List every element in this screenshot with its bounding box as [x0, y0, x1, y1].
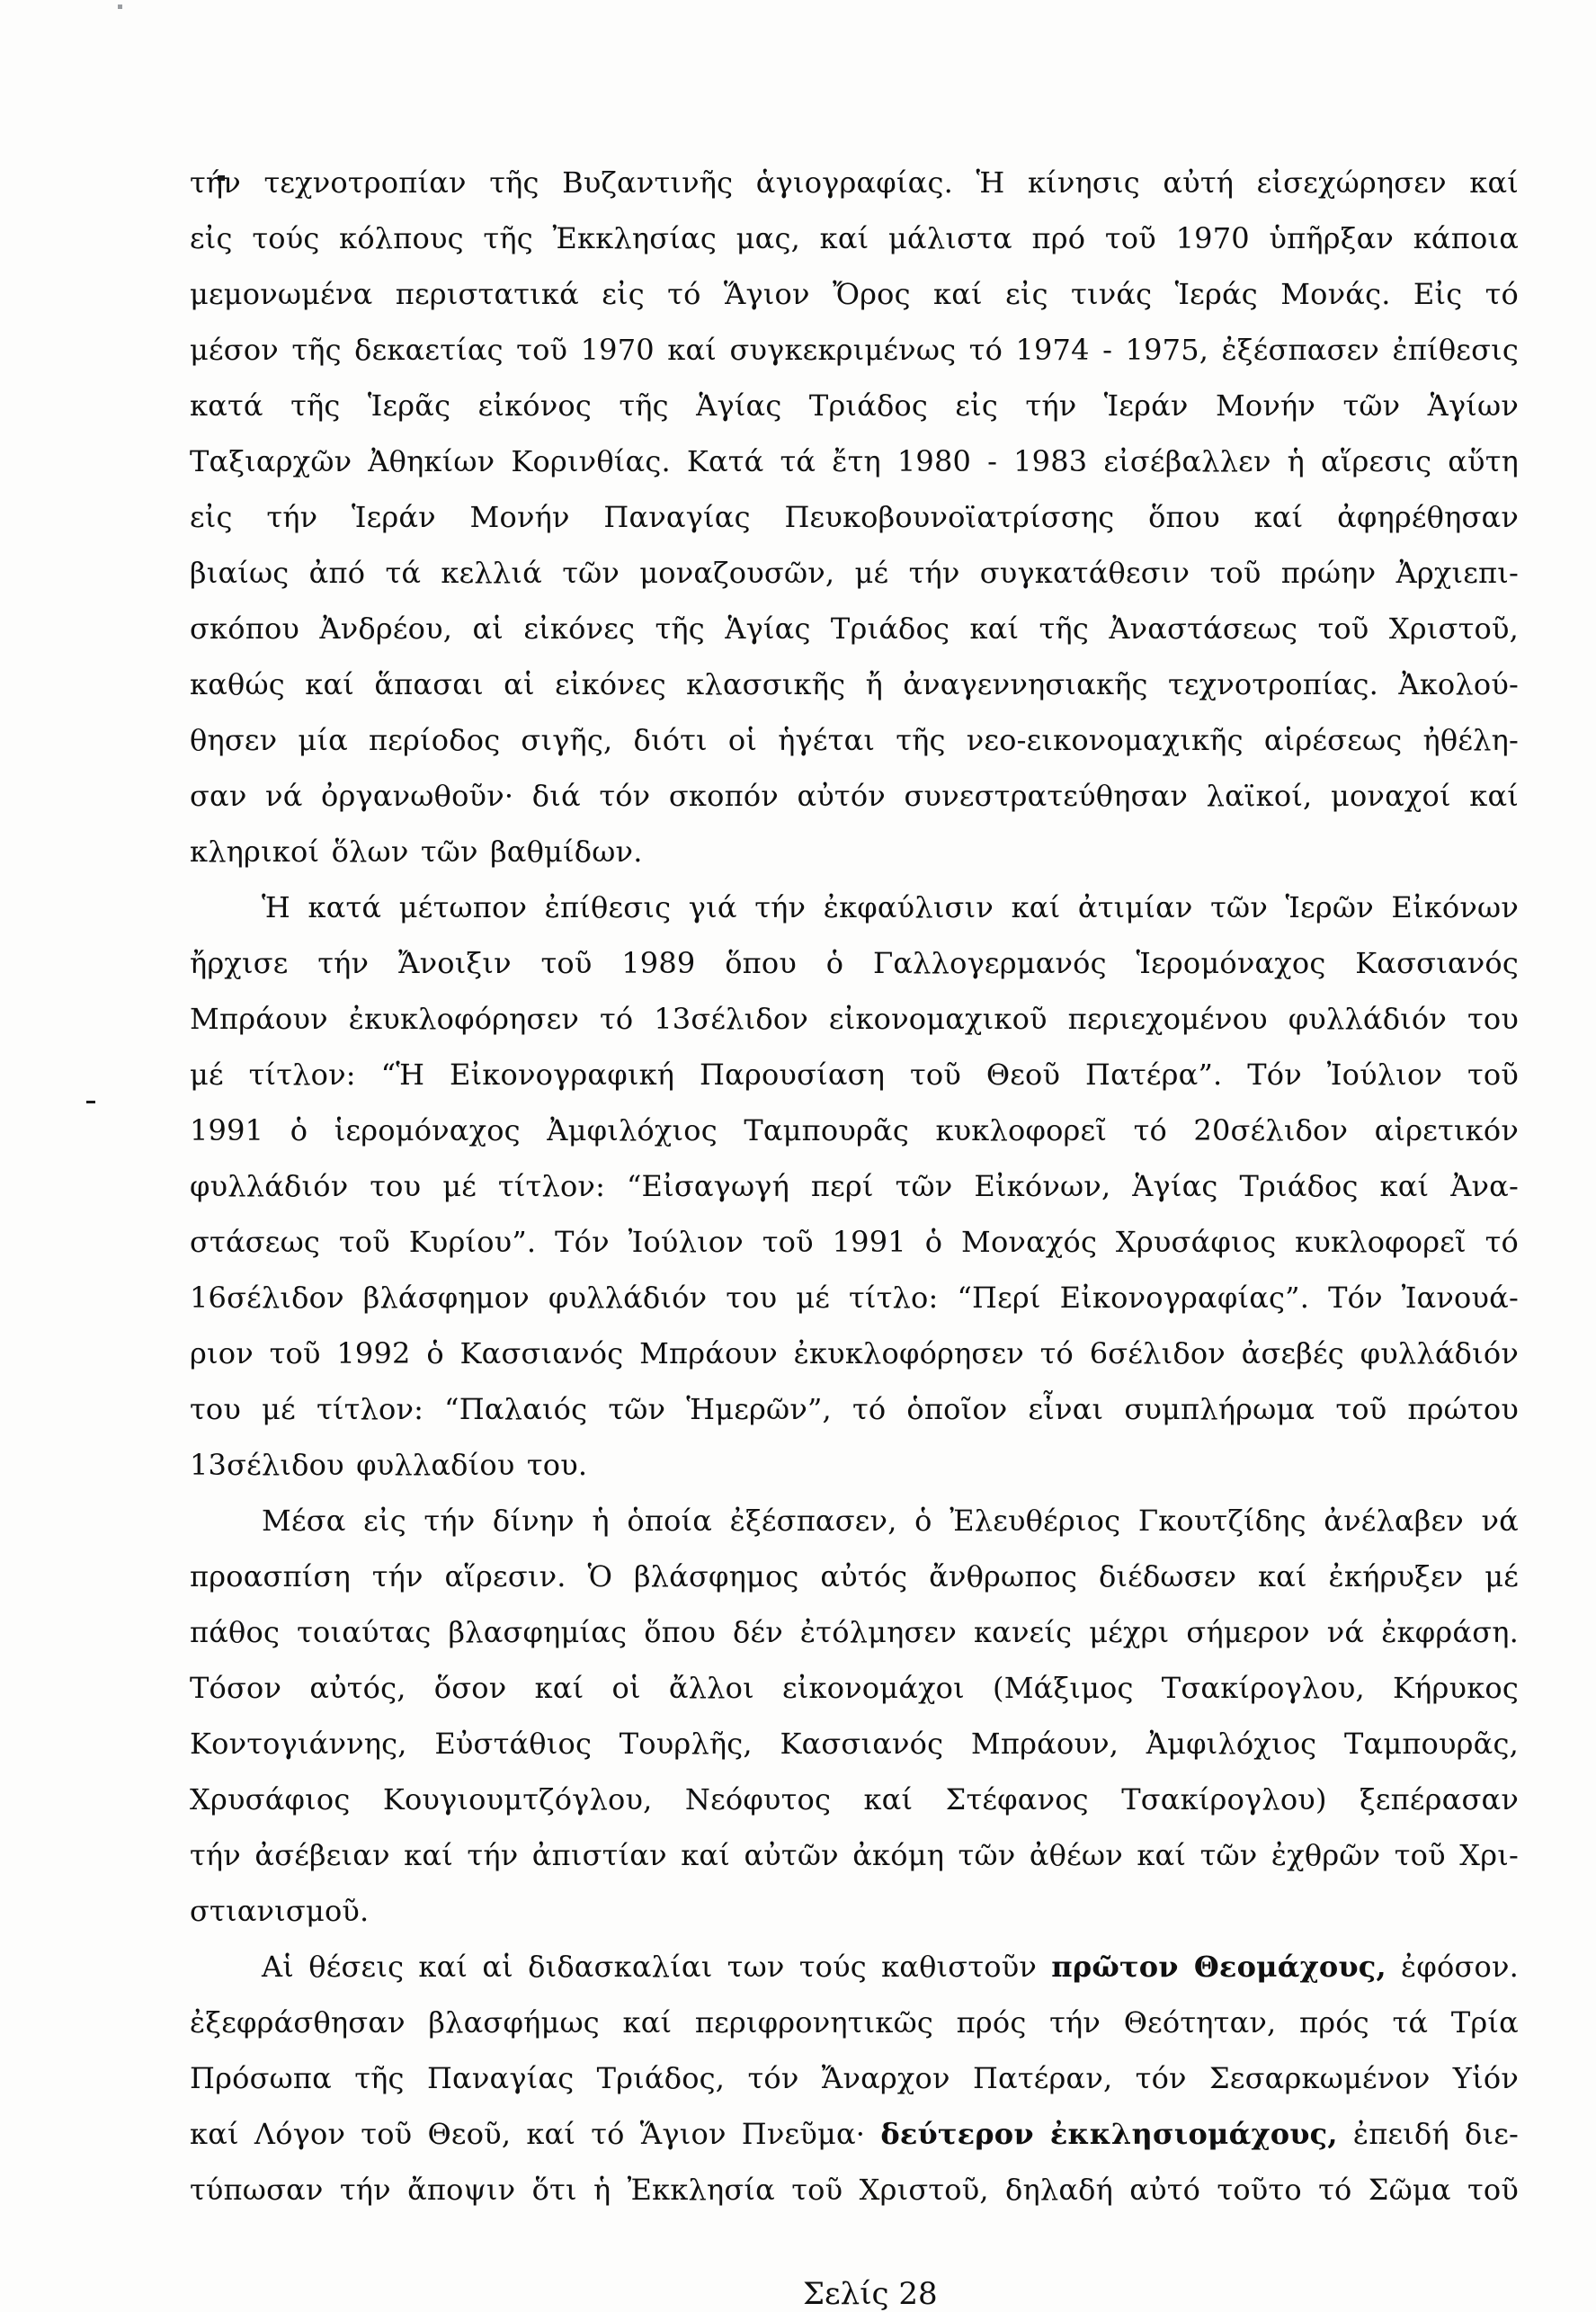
- text-segment: φυλλάδιόν του μέ τίτλον: “Εἰσαγωγή περί τῶν Εἰκόνων, Ἁγίας Τριάδος καί Ἀνα-: [190, 1169, 1519, 1203]
- text-segment: μεμονωμένα περιστατικά εἰς τό Ἅγιον Ὄρος καί εἰς τινάς Ἱεράς Μονάς. Εἰς τό: [190, 277, 1519, 311]
- text-segment: σαν νά ὀργανωθοῦν· διά τόν σκοπόν αὐτόν συνεστρατεύθησαν λαϊκοί, μοναχοί καί: [190, 779, 1519, 813]
- text-line: [190, 266, 1519, 322]
- text-line: [190, 1660, 1519, 1716]
- page-number: Σελίς 28: [803, 2276, 938, 2312]
- text-line: [190, 1883, 1519, 1939]
- text-segment: προασπίση τήν αἵρεσιν. Ὁ βλάσφημος αὐτός ἄνθρωπος διέδωσεν καί ἐκήρυξεν μέ: [190, 1559, 1519, 1593]
- text-segment: μέ τίτλον: “Ἡ Εἰκονογραφική Παρουσίαση τοῦ Θεοῦ Πατέρα”. Τόν Ἰούλιον τοῦ: [190, 1058, 1519, 1092]
- text-segment: ἤρχισε τήν Ἄνοιξιν τοῦ 1989 ὅπου ὁ Γαλλογερμανός Ἱερομόναχος Κασσιανός: [190, 946, 1519, 980]
- text-segment: Ταξιαρχῶν Ἀθηκίων Κορινθίας. Κατά τά ἔτη 1980 - 1983 εἰσέβαλλεν ἡ αἵρεσις αὕτη: [190, 444, 1519, 478]
- text-line: [190, 1381, 1519, 1437]
- text-line: [190, 1827, 1519, 1883]
- text-segment: τήν ἀσέβειαν καί τήν ἀπιστίαν καί αὐτῶν ἀκόμη τῶν ἀθέων καί τῶν ἐχθρῶν τοῦ Χρι-: [190, 1838, 1519, 1872]
- text-line: [190, 1437, 1519, 1493]
- text-line: [190, 2162, 1519, 2218]
- text-segment: καί Λόγον τοῦ Θεοῦ, καί τό Ἅγιον Πνεῦμα·: [190, 2117, 881, 2151]
- scan-margin-mark: [86, 1101, 95, 1103]
- text-line: [190, 2050, 1519, 2106]
- text-line: [190, 489, 1519, 545]
- text-segment: τήν τεχνοτροπίαν τῆς Βυζαντινῆς ἁγιογραφίας. Ἡ κίνησις αὐτή εἰσεχώρησεν καί: [190, 165, 1519, 200]
- text-line: [190, 1604, 1519, 1660]
- text-segment: σκόπου Ἀνδρέου, αἱ εἰκόνες τῆς Ἁγίας Τριάδος καί τῆς Ἀναστάσεως τοῦ Χριστοῦ,: [190, 611, 1519, 646]
- text-segment: πάθος τοιαύτας βλασφημίας ὅπου δέν ἐτόλμησεν κανείς μέχρι σήμερον νά ἐκφράση.: [190, 1615, 1519, 1649]
- text-line: [190, 210, 1519, 266]
- text-line: [190, 879, 1519, 935]
- bold-phrase: πρῶτον Θεομάχους,: [1051, 1950, 1386, 1984]
- text-segment: 16σέλιδον βλάσφημον φυλλάδιόν του μέ τίτλο: “Περί Εἰκονογραφίας”. Τόν Ἰανουά-: [190, 1281, 1519, 1315]
- text-line: [190, 1772, 1519, 1827]
- text-line: [190, 656, 1519, 712]
- text-segment: Μέσα εἰς τήν δίνην ἡ ὁποία ἐξέσπασεν, ὁ Ἐλευθέριος Γκουτζίδης ἀνέλαβεν νά: [262, 1504, 1519, 1538]
- text-segment: 13σέλιδου φυλλαδίου του.: [190, 1448, 588, 1482]
- text-line: [190, 155, 1519, 210]
- text-line: [190, 545, 1519, 601]
- text-line: [190, 1326, 1519, 1381]
- text-line: [190, 935, 1519, 991]
- text-segment: τύπωσαν τήν ἄποψιν ὅτι ἡ Ἐκκλησία τοῦ Χριστοῦ, δηλαδή αὐτό τοῦτο τό Σῶμα τοῦ: [190, 2173, 1519, 2207]
- text-line: [190, 1270, 1519, 1326]
- bold-phrase: δεύτερον ἐκκλησιομάχους,: [880, 2117, 1338, 2151]
- text-segment: ἐφόσον.: [1386, 1950, 1519, 1984]
- text-line: [190, 824, 1519, 879]
- text-line: [190, 1716, 1519, 1772]
- text-line: [190, 712, 1519, 768]
- scan-speck: [118, 4, 122, 9]
- text-segment: Μπράουν ἐκυκλοφόρησεν τό 13σέλιδον εἰκονομαχικοῦ περιεχομένου φυλλάδιόν του: [190, 1002, 1519, 1036]
- text-line: [190, 433, 1519, 489]
- text-line: [190, 1549, 1519, 1604]
- text-segment: ριον τοῦ 1992 ὁ Κασσιανός Μπράουν ἐκυκλοφόρησεν τό 6σέλιδον ἀσεβές φυλλάδιόν: [190, 1336, 1519, 1370]
- text-segment: εἰς τούς κόλπους τῆς Ἐκκλησίας μας, καί μάλιστα πρό τοῦ 1970 ὑπῆρξαν κάποια: [190, 221, 1519, 255]
- text-line: [190, 1047, 1519, 1102]
- text-segment: στιανισμοῦ.: [190, 1894, 370, 1928]
- text-segment: κληρικοί ὅλων τῶν βαθμίδων.: [190, 835, 643, 869]
- text-line: [190, 2106, 1519, 2162]
- text-segment: 1991 ὁ ἱερομόναχος Ἀμφιλόχιος Ταμπουρᾶς κυκλοφορεῖ τό 20σέλιδον αἱρετικόν: [190, 1113, 1519, 1147]
- text-line: [190, 601, 1519, 656]
- text-line: [190, 1102, 1519, 1158]
- text-segment: Πρόσωπα τῆς Παναγίας Τριάδος, τόν Ἄναρχον Πατέραν, τόν Σεσαρκωμένον Υἱόν: [190, 2061, 1519, 2095]
- text-segment: Τόσον αὐτός, ὅσον καί οἱ ἄλλοι εἰκονομάχοι (Μάξιμος Τσακίρογλου, Κήρυκος: [190, 1671, 1519, 1705]
- text-segment: Ἡ κατά μέτωπον ἐπίθεσις γιά τήν ἐκφαύλισιν καί ἀτιμίαν τῶν Ἱερῶν Εἰκόνων: [262, 890, 1519, 924]
- text-segment: καθώς καί ἅπασαι αἱ εἰκόνες κλασσικῆς ἤ ἀναγεννησιακῆς τεχνοτροπίας. Ἀκολού-: [190, 667, 1519, 701]
- text-segment: ἐξεφράσθησαν βλασφήμως καί περιφρονητικῶς πρός τήν Θεότηταν, πρός τά Τρία: [190, 2005, 1519, 2040]
- text-segment: θησεν μία περίοδος σιγῆς, διότι οἱ ἡγέται τῆς νεο-εικονομαχικῆς αἱρέσεως ἠθέλη-: [190, 723, 1519, 757]
- text-segment: εἰς τήν Ἱεράν Μονήν Παναγίας Πευκοβουνοϊατρίσσης ὅπου καί ἀφηρέθησαν: [190, 500, 1519, 534]
- text-line: [190, 378, 1519, 433]
- body-text-block: [190, 155, 1519, 2218]
- text-segment: μέσον τῆς δεκαετίας τοῦ 1970 καί συγκεκριμένως τό 1974 - 1975, ἐξέσπασεν ἐπίθεσις: [190, 333, 1519, 367]
- text-segment: Κοντογιάννης, Εὐστάθιος Τουρλῆς, Κασσιανός Μπράουν, Ἀμφιλόχιος Ταμπουρᾶς,: [190, 1727, 1519, 1761]
- text-segment: Αἱ θέσεις καί αἱ διδασκαλίαι των τούς καθιστοῦν: [262, 1950, 1052, 1984]
- text-line: [190, 1214, 1519, 1270]
- text-segment: ἐπειδή διε-: [1337, 2117, 1519, 2151]
- text-line: [190, 1158, 1519, 1214]
- text-segment: του μέ τίτλον: “Παλαιός τῶν Ἡμερῶν”, τό ὁποῖον εἶναι συμπλήρωμα τοῦ πρώτου: [190, 1392, 1519, 1426]
- text-line: [190, 768, 1519, 824]
- text-segment: κατά τῆς Ἱερᾶς εἰκόνος τῆς Ἁγίας Τριάδος εἰς τήν Ἱεράν Μονήν τῶν Ἁγίων: [190, 388, 1519, 423]
- text-line: [190, 1995, 1519, 2050]
- text-segment: Χρυσάφιος Κουγιουμτζόγλου, Νεόφυτος καί Στέφανος Τσακίρογλου) ξεπέρασαν: [190, 1782, 1519, 1817]
- text-line: [190, 1939, 1519, 1995]
- text-line: [190, 322, 1519, 378]
- text-segment: στάσεως τοῦ Κυρίου”. Τόν Ἰούλιον τοῦ 1991 ὁ Μοναχός Χρυσάφιος κυκλοφορεῖ τό: [190, 1225, 1519, 1259]
- text-segment: βιαίως ἀπό τά κελλιά τῶν μοναζουσῶν, μέ τήν συγκατάθεσιν τοῦ πρώην Ἀρχιεπι-: [190, 556, 1519, 590]
- text-line: [190, 991, 1519, 1047]
- text-line: [190, 1493, 1519, 1549]
